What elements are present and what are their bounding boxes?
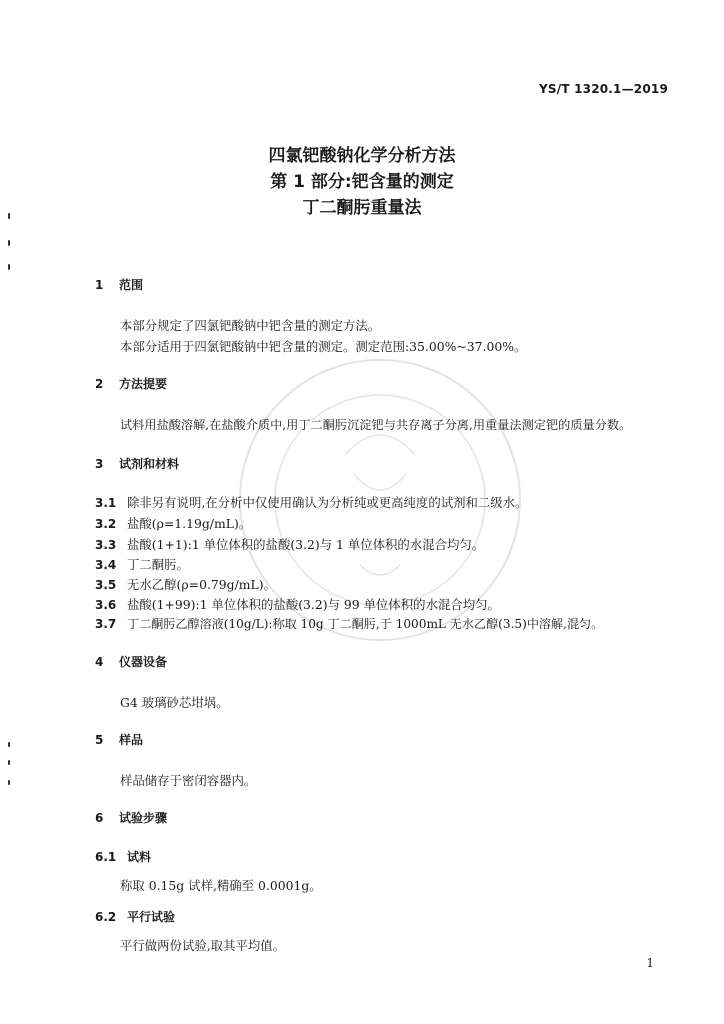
reagent-item <box>95 514 251 532</box>
title-line-2: 第 1 部分:钯含量的测定 <box>270 172 454 192</box>
item-number: 3.3 <box>95 538 117 552</box>
item-number: 3.5 <box>95 578 117 592</box>
paragraph: 称取 0.15g 试样,精确至 0.0001g。 <box>120 878 322 893</box>
subsection-number: 6.2 <box>95 910 117 924</box>
paragraph: 平行做两份试验,取其平均值。 <box>120 938 286 953</box>
paragraph: G4 玻璃砂芯坩埚。 <box>120 695 229 710</box>
section-title: 试验步骤 <box>119 811 168 825</box>
section-4-heading <box>95 653 167 670</box>
title-line-1: 四氯钯酸钠化学分析方法 <box>268 146 456 166</box>
item-text: 丁二酮肟。 <box>127 557 189 572</box>
document-title <box>0 143 724 221</box>
section-title: 仪器设备 <box>119 655 168 669</box>
section-number: 6 <box>95 811 104 825</box>
subsection-6-2-heading <box>95 908 175 925</box>
item-text: 盐酸(1+99):1 单位体积的盐酸(3.2)与 99 单位体积的水混合均匀。 <box>127 597 500 612</box>
subsection-title: 试料 <box>127 850 152 864</box>
page-number: 1 <box>646 956 654 970</box>
margin-scan-mark <box>8 780 10 785</box>
reagent-item <box>95 535 484 553</box>
margin-scan-mark <box>8 760 10 765</box>
reagent-item <box>95 615 603 632</box>
paragraph: 试料用盐酸溶解,在盐酸介质中,用丁二酮肟沉淀钯与共存离子分离,用重量法测定钯的质量分数。 <box>120 418 632 432</box>
item-number: 3.4 <box>95 558 117 572</box>
standard-code: YS/T 1320.1—2019 <box>539 82 668 96</box>
item-number: 3.1 <box>95 496 117 510</box>
item-text: 除非另有说明,在分析中仅使用确认为分析纯或更高纯度的试剂和二级水。 <box>127 495 528 510</box>
section-2-heading <box>95 375 167 392</box>
item-text: 盐酸(ρ=1.19g/mL)。 <box>127 516 252 531</box>
section-title: 试剂和材料 <box>119 457 180 471</box>
subsection-number: 6.1 <box>95 850 117 864</box>
paragraph: 本部分适用于四氯钯酸钠中钯含量的测定。测定范围:35.00%~37.00%。 <box>120 339 527 354</box>
section-number: 5 <box>95 733 104 747</box>
item-number: 3.6 <box>95 598 117 612</box>
item-text: 丁二酮肟乙醇溶液(10g/L):称取 10g 丁二酮肟,于 1000mL 无水乙醇(3.5)中溶解,混匀。 <box>127 617 604 631</box>
section-number: 4 <box>95 655 104 669</box>
reagent-item <box>95 493 527 511</box>
section-5-heading <box>95 731 143 748</box>
section-title: 范围 <box>119 278 144 292</box>
paragraph: 样品储存于密闭容器内。 <box>120 773 257 788</box>
section-title: 方法提要 <box>119 377 168 391</box>
section-1-heading <box>95 276 143 293</box>
section-3-heading <box>95 455 179 472</box>
section-title: 样品 <box>119 733 144 747</box>
reagent-item <box>95 595 500 613</box>
section-6-heading <box>95 809 167 826</box>
subsection-6-1-heading <box>95 848 151 865</box>
margin-scan-mark <box>8 742 10 747</box>
title-line-3: 丁二酮肟重量法 <box>302 198 422 218</box>
reagent-item <box>95 555 189 573</box>
margin-scan-mark <box>8 264 10 270</box>
item-text: 盐酸(1+1):1 单位体积的盐酸(3.2)与 1 单位体积的水混合均匀。 <box>127 537 485 552</box>
section-number: 1 <box>95 278 104 292</box>
subsection-title: 平行试验 <box>127 910 176 924</box>
margin-scan-mark <box>8 240 10 246</box>
reagent-item <box>95 575 276 593</box>
section-number: 3 <box>95 457 104 471</box>
paragraph: 本部分规定了四氯钯酸钠中钯含量的测定方法。 <box>120 318 381 333</box>
item-number: 3.2 <box>95 517 117 531</box>
item-number: 3.7 <box>95 617 117 631</box>
section-number: 2 <box>95 377 104 391</box>
item-text: 无水乙醇(ρ=0.79g/mL)。 <box>127 577 276 592</box>
